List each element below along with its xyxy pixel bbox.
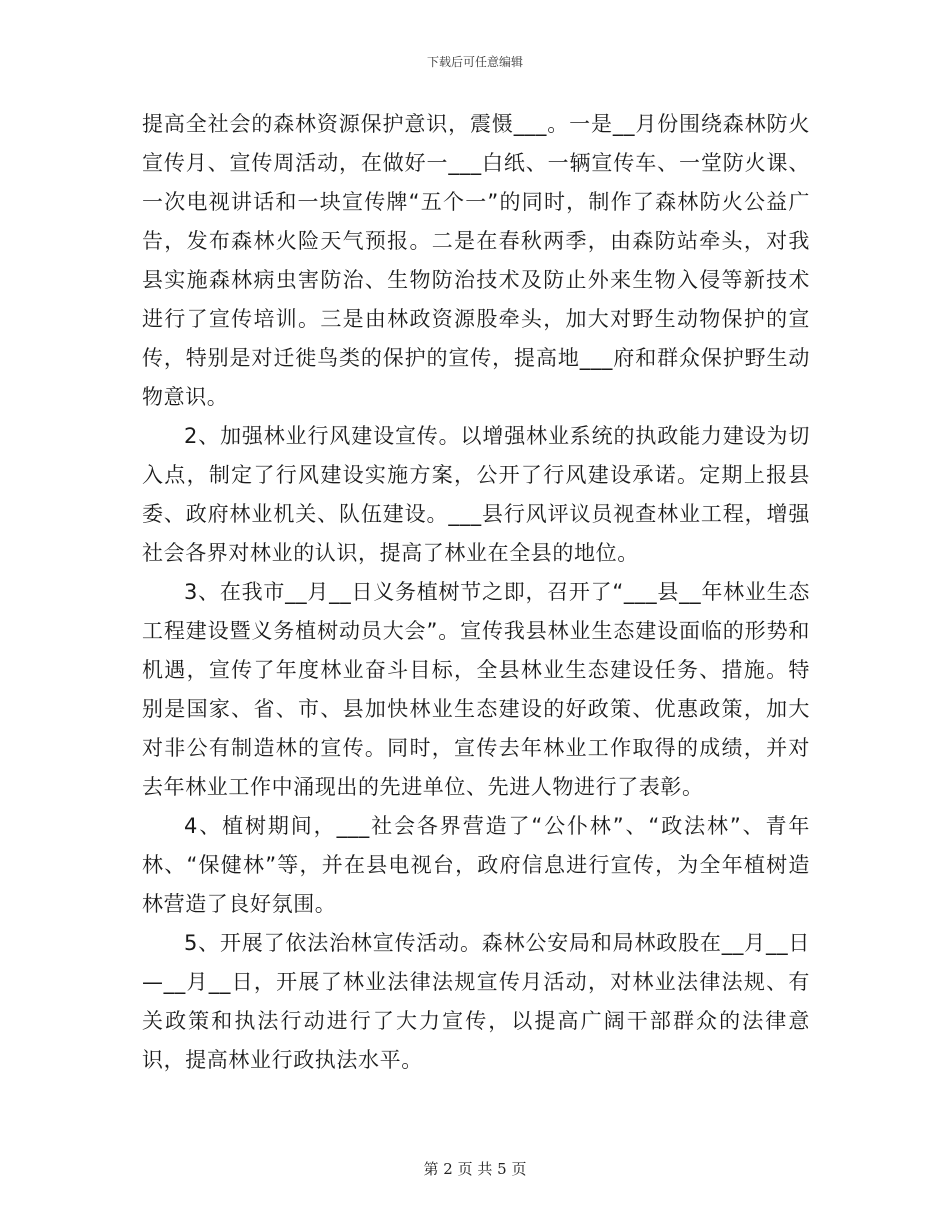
page-number: 第 2 页 共 5 页 bbox=[423, 1160, 527, 1178]
page-header: 下载后可任意编辑 bbox=[426, 55, 523, 69]
document-body bbox=[142, 105, 810, 1080]
paragraph-item-4: 4、植树期间，___社会各界营造了“公仆林”、“政法林”、青年林、“保健林”等，并在县电视台，政府信息进行宣传，为全年植树造林营造了良好氛围。 bbox=[142, 814, 810, 916]
paragraph-continuation: 提高全社会的森林资源保护意识，震慑___。一是__月份围绕森林防火宣传月、宣传周活动，在做好一___白纸、一辆宣传车、一堂防火课、一次电视讲话和一块宣传牌“五个一”的同时，制作了森林防火公益广告，发布森林火险天气预报。二是在春秋两季，由森防站牵头，对我县实施森林病虫害防治、生物防治技术及防止外来生物入侵等新技术进行了宣传培训。三是由林政资源股牵头，加大对野生动物保护的宣传，特别是对迁徙鸟类的保护的宣传，提高地___府和群众保护野生动物意识。 bbox=[142, 112, 810, 409]
paragraph-item-5: 5、开展了依法治林宣传活动。森林公安局和局林政股在__月__日—__月__日，开展了林业法律法规宣传月活动，对林业法律法规、有关政策和执法行动进行了大力宣传，以提高广阔干部群众的法律意识，提高林业行政执法水平。 bbox=[142, 931, 810, 1072]
paragraph-item-2: 2、加强林业行风建设宣传。以增强林业系统的执政能力建设为切入点，制定了行风建设实施方案，公开了行风建设承诺。定期上报县委、政府林业机关、队伍建设。___县行风评议员视查林业工程，增强社会各界对林业的认识，提高了林业在全县的地位。 bbox=[142, 424, 810, 565]
paragraph-item-3: 3、在我市__月__日义务植树节之即，召开了“___县__年林业生态工程建设暨义务植树动员大会”。宣传我县林业生态建设面临的形势和机遇，宣传了年度林业奋斗目标，全县林业生态建设任务、措施。特别是国家、省、市、县加快林业生态建设的好政策、优惠政策，加大对非公有制造林的宣传。同时，宣传去年林业工作取得的成绩，并对去年林业工作中涌现出的先进单位、先进人物进行了表彰。 bbox=[142, 580, 810, 799]
